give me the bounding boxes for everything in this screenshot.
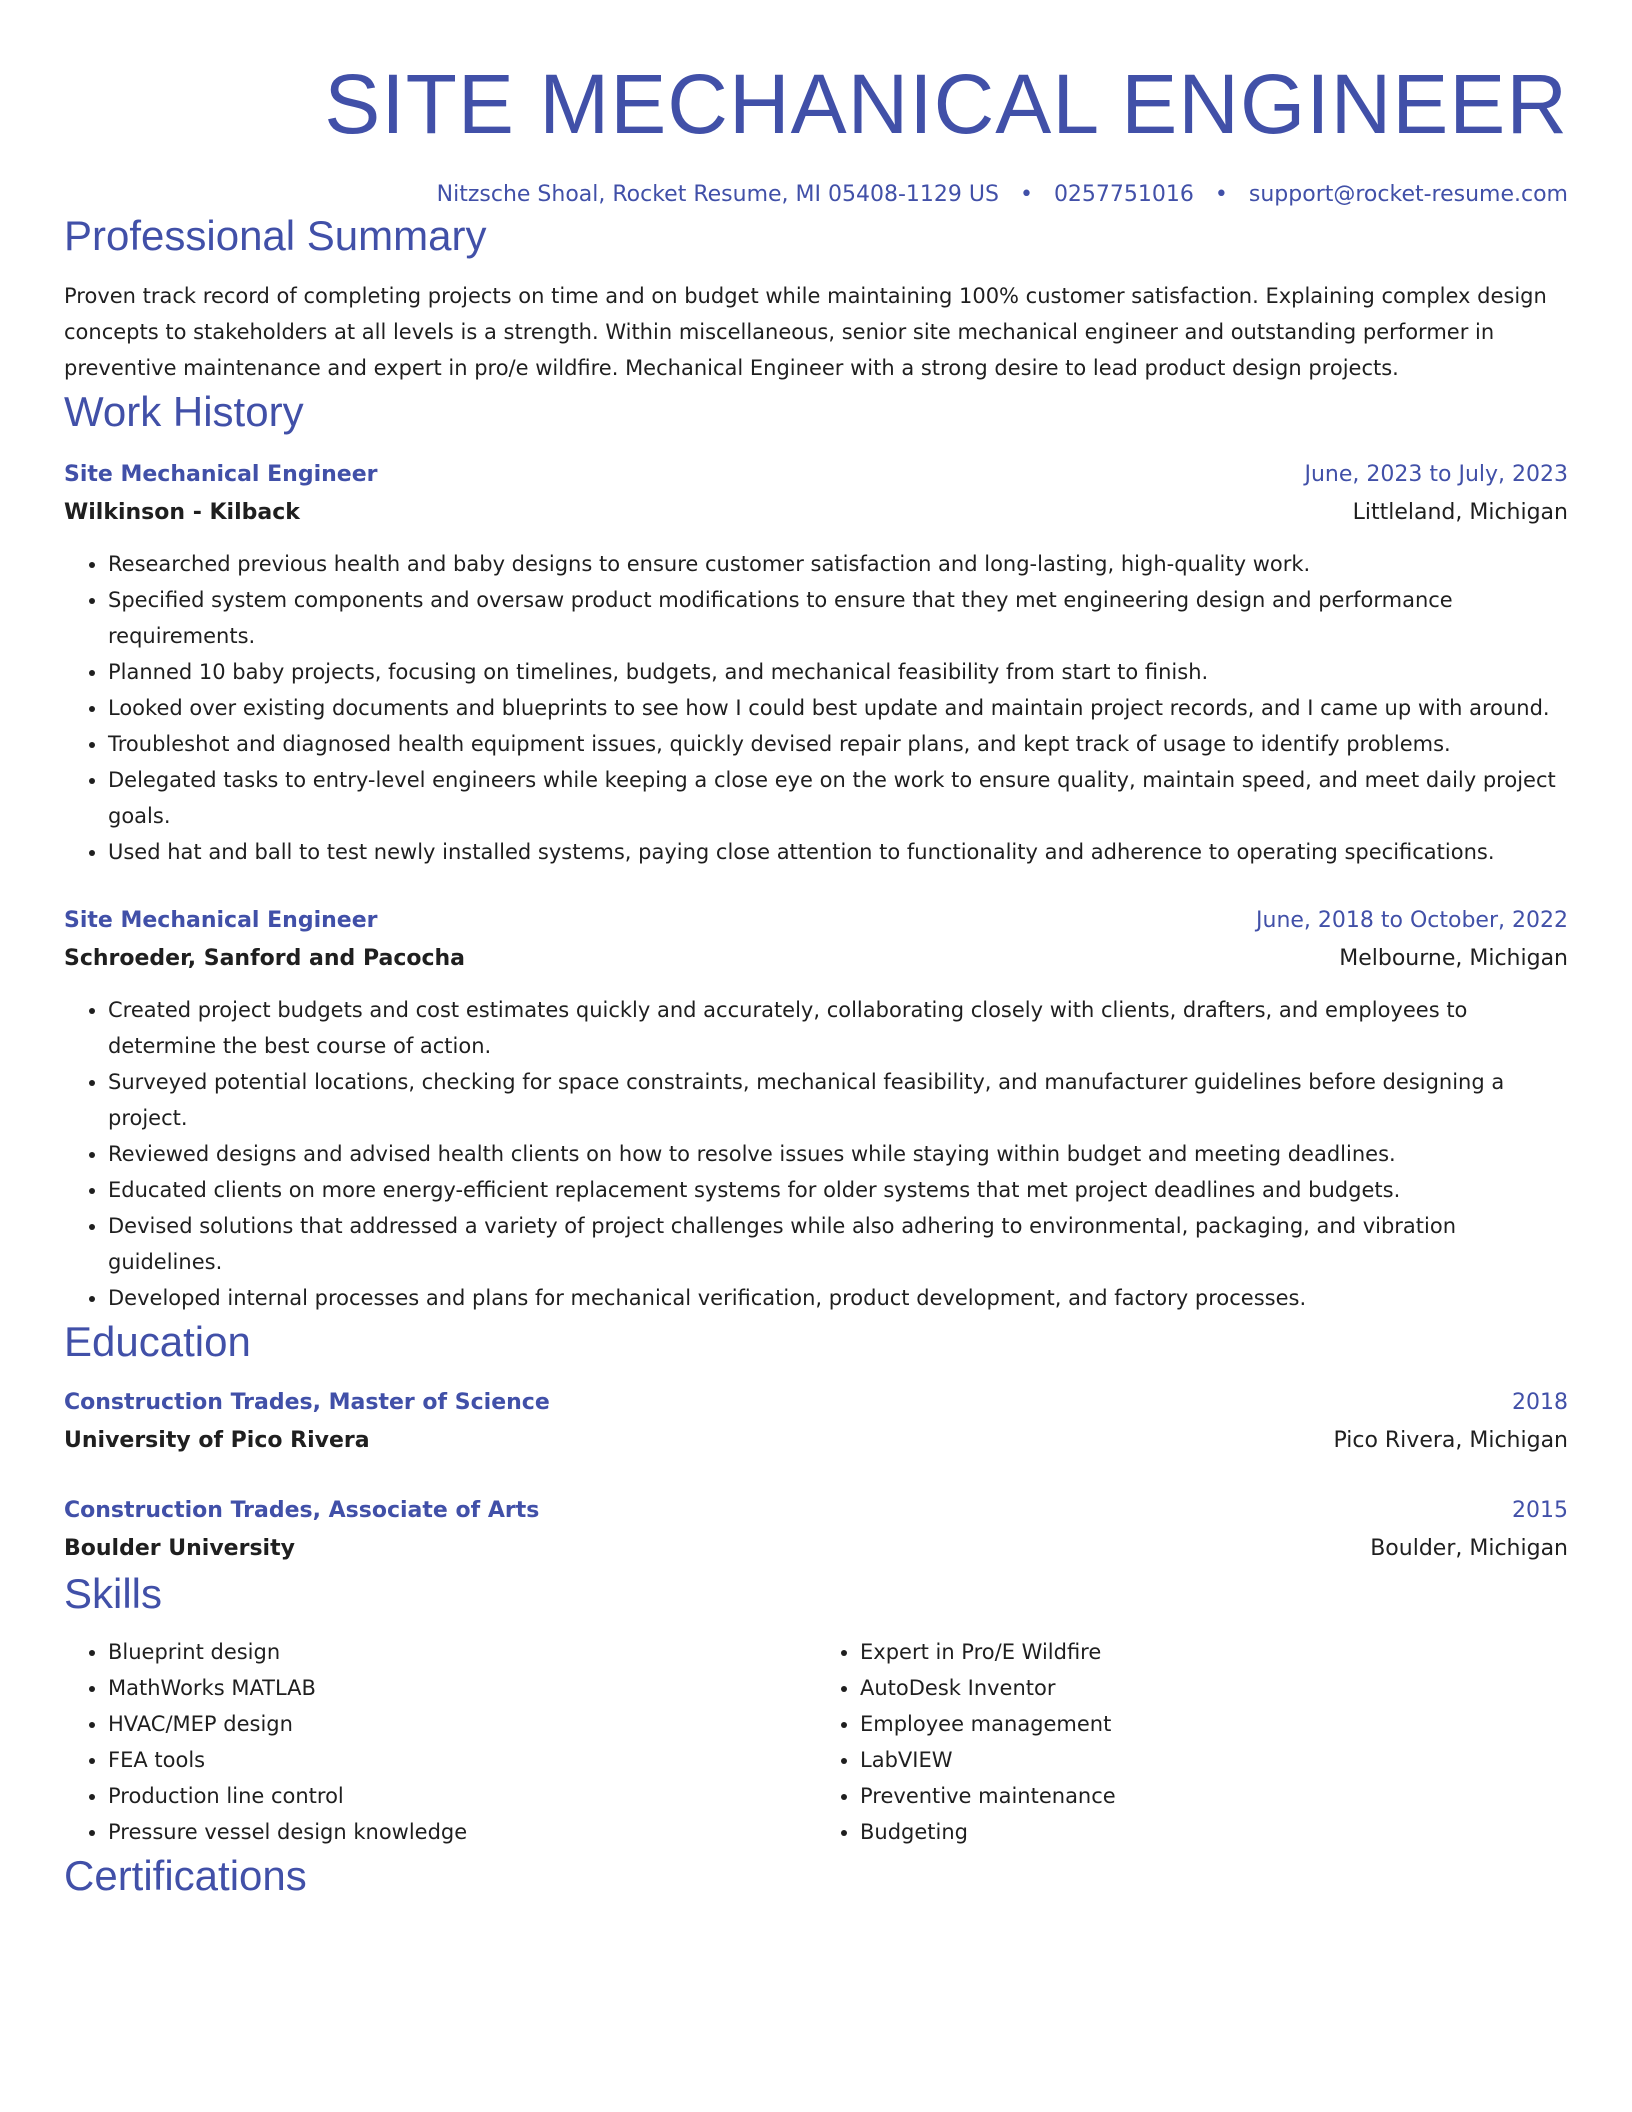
education-location: Pico Rivera, Michigan: [1333, 1428, 1568, 1453]
contact-line: [64, 180, 1568, 210]
job-bullets: [64, 546, 1568, 870]
education-degree: Construction Trades, Master of Science: [64, 1390, 550, 1415]
contact-separator: •: [1214, 182, 1228, 207]
job-bullet: • Developed internal processes and plans for mechanical verification, product development, and factory processes.: [108, 1280, 1568, 1316]
education-location: Boulder, Michigan: [1370, 1536, 1568, 1561]
job-bullet: • Delegated tasks to entry-level engineers while keeping a close eye on the work to ensure quality, maintain speed, and meet daily project goals.: [108, 762, 1568, 834]
job-bullet: • Looked over existing documents and blueprints to see how I could best update and maintain project records, and I came up with around.: [108, 690, 1568, 726]
summary-heading: Professional Summary: [64, 212, 487, 259]
job-bullet: • Used hat and ball to test newly installed systems, paying close attention to functionality and adherence to operating specifications.: [108, 834, 1568, 870]
education-heading: Education: [64, 1318, 251, 1365]
contact-address: Nitzsche Shoal, Rocket Resume, MI 05408-1129 US: [436, 182, 999, 207]
job-bullet: • Educated clients on more energy-efficient replacement systems for older systems that met project deadlines and budgets.: [108, 1172, 1568, 1208]
job-title: Site Mechanical Engineer: [64, 462, 378, 487]
job-bullet: • Specified system components and oversaw product modifications to ensure that they met engineering design and performance requirements.: [108, 582, 1568, 654]
job-title: Site Mechanical Engineer: [64, 908, 378, 933]
job-location: Melbourne, Michigan: [1339, 946, 1568, 971]
skill-item: • HVAC/MEP design: [108, 1706, 816, 1742]
contact-phone: 0257751016: [1053, 182, 1194, 207]
job-location: Littleland, Michigan: [1352, 500, 1568, 525]
job-bullet: • Devised solutions that addressed a variety of project challenges while also adhering to environmental, packaging, and vibration guidelines.: [108, 1208, 1568, 1280]
contact-separator: •: [1019, 182, 1033, 207]
skill-item: • FEA tools: [108, 1742, 816, 1778]
education-school: Boulder University: [64, 1536, 295, 1561]
education-entry: [64, 1384, 1568, 1460]
skill-item: • Preventive maintenance: [860, 1778, 1568, 1814]
skill-item: • Blueprint design: [108, 1634, 816, 1670]
education-year: 2018: [1512, 1390, 1568, 1415]
skills-column-right: [816, 1634, 1568, 1850]
job-dates: June, 2023 to July, 2023: [1304, 462, 1568, 487]
skill-item: • Pressure vessel design knowledge: [108, 1814, 816, 1850]
skill-item: • Production line control: [108, 1778, 816, 1814]
skills-column-left: [64, 1634, 816, 1850]
skill-item: • AutoDesk Inventor: [860, 1670, 1568, 1706]
job-bullet: • Created project budgets and cost estimates quickly and accurately, collaborating closely with clients, drafters, and employees to determine the best course of action.: [108, 992, 1568, 1064]
job-bullet: • Planned 10 baby projects, focusing on timelines, budgets, and mechanical feasibility from start to finish.: [108, 654, 1568, 690]
certifications-heading: Certifications: [64, 1852, 307, 1899]
job-dates: June, 2018 to October, 2022: [1256, 908, 1568, 933]
education-year: 2015: [1512, 1498, 1568, 1523]
job-bullet: • Troubleshot and diagnosed health equipment issues, quickly devised repair plans, and kept track of usage to identify problems.: [108, 726, 1568, 762]
job-company: Schroeder, Sanford and Pacocha: [64, 946, 466, 971]
skills-list: [64, 1634, 1568, 1850]
skills-heading: Skills: [64, 1570, 163, 1617]
job-company: Wilkinson - Kilback: [64, 500, 300, 525]
summary-text: Proven track record of completing projects on time and on budget while maintaining 100% customer satisfaction. Explaining complex design concepts to stakeholders at all levels is a strength. Within miscellaneous, senior site mechanical engineer and outstanding performer in preventive maintenance and expert in pro/e wildfire. Mechanical Engineer with a strong desire to lead product design projects.: [64, 284, 1547, 380]
skill-item: • Budgeting: [860, 1814, 1568, 1850]
job-bullet: • Surveyed potential locations, checking for space constraints, mechanical feasibility, and manufacturer guidelines before designing a project.: [108, 1064, 1568, 1136]
job-bullets: [64, 992, 1568, 1316]
education-degree: Construction Trades, Associate of Arts: [64, 1498, 540, 1523]
skill-item: • Expert in Pro/E Wildfire: [860, 1634, 1568, 1670]
skill-item: • Employee management: [860, 1706, 1568, 1742]
work-history-heading: Work History: [64, 388, 304, 435]
job-bullet: • Researched previous health and baby designs to ensure customer satisfaction and long-lasting, high-quality work.: [108, 546, 1568, 582]
skill-item: • MathWorks MATLAB: [108, 1670, 816, 1706]
resume-title: SITE MECHANICAL ENGINEER: [324, 57, 1568, 151]
contact-email: support@rocket-resume.com: [1248, 182, 1568, 207]
job-entry: [64, 456, 1568, 870]
job-bullet: • Reviewed designs and advised health clients on how to resolve issues while staying within budget and meeting deadlines.: [108, 1136, 1568, 1172]
job-entry: [64, 902, 1568, 1316]
education-school: University of Pico Rivera: [64, 1428, 370, 1453]
skill-item: • LabVIEW: [860, 1742, 1568, 1778]
education-entry: [64, 1492, 1568, 1568]
